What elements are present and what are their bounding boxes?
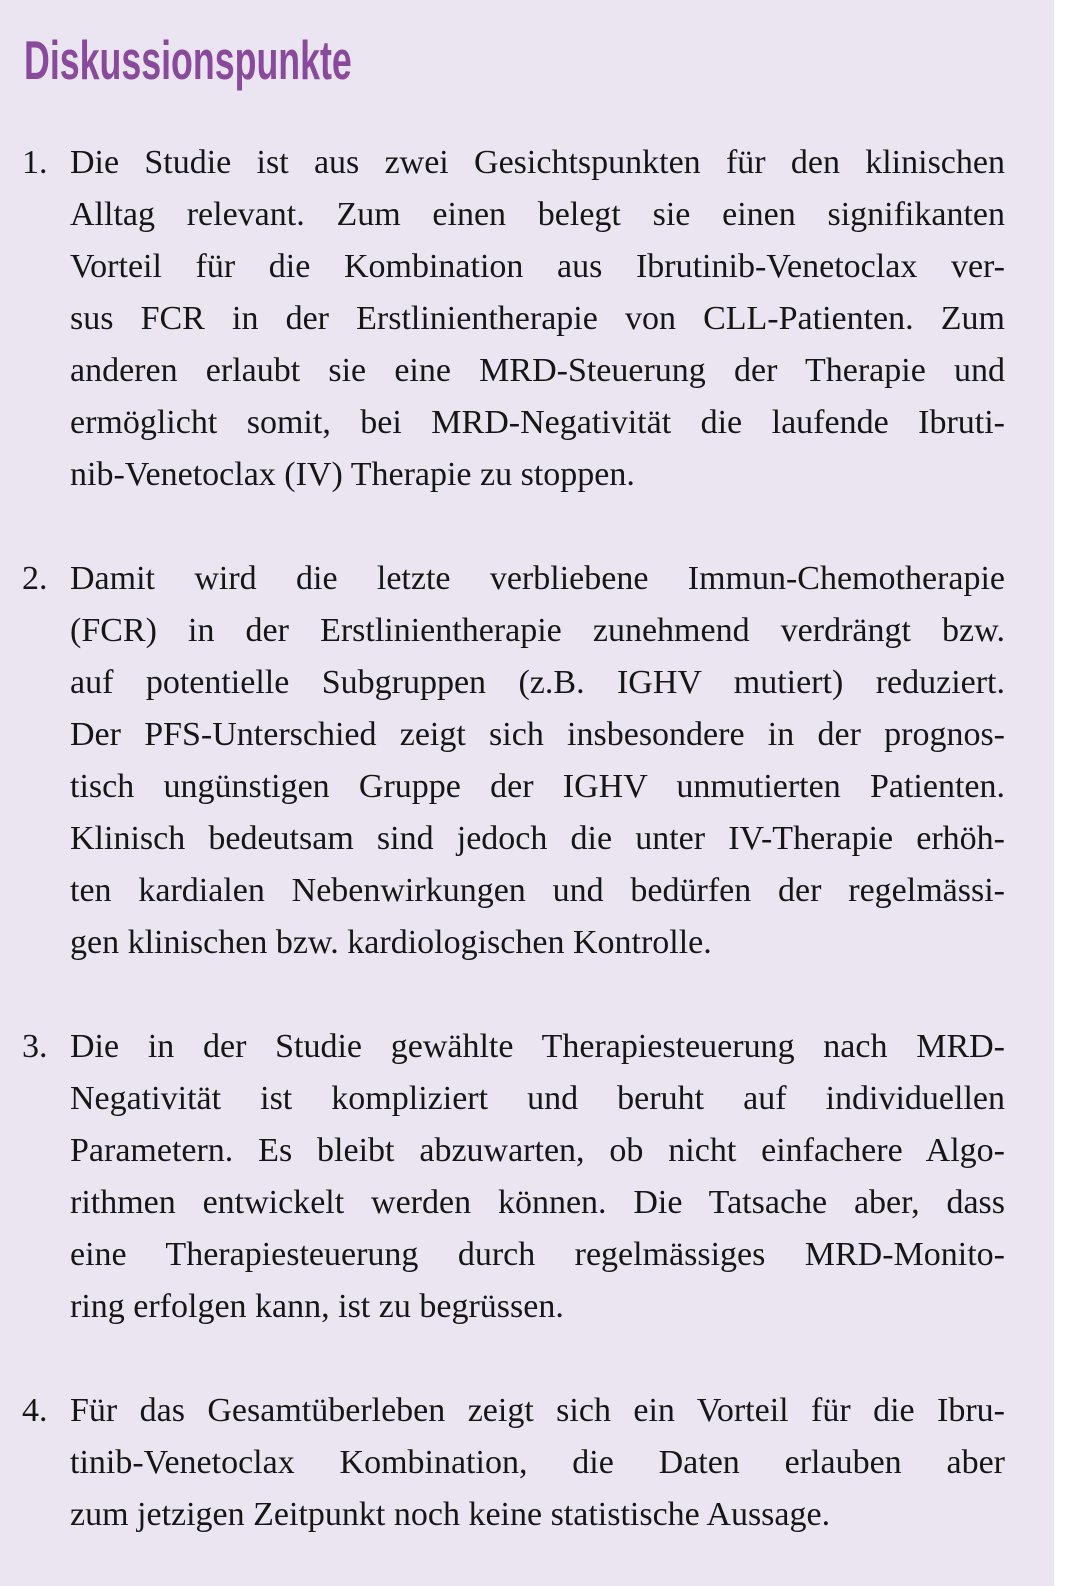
text-line: Klinisch bedeutsam sind jedoch die unter IV-Therapie erhöh- xyxy=(70,819,1005,857)
text-line: Damit wird die letzte verbliebene Immun-Chemotherapie xyxy=(70,559,1005,597)
text-line: eine Therapiesteuerung durch regelmässiges MRD-Monito- xyxy=(70,1235,1005,1273)
text-line: (FCR) in der Erstlinientherapie zunehmend verdrängt bzw. xyxy=(70,611,1005,649)
text-line: ring erfolgen kann, ist zu begrüssen. xyxy=(70,1287,564,1325)
text-line: nib-Venetoclax (IV) Therapie zu stoppen. xyxy=(70,455,635,493)
text-line: gen klinischen bzw. kardiologischen Kontrolle. xyxy=(70,923,712,961)
text-line: zum jetzigen Zeitpunkt noch keine statistische Aussage. xyxy=(70,1495,831,1533)
text-line: Alltag relevant. Zum einen belegt sie einen signifikanten xyxy=(70,195,1005,233)
text-line: Die in der Studie gewählte Therapiesteuerung nach MRD- xyxy=(70,1027,1005,1065)
text-line: tisch ungünstigen Gruppe der IGHV unmutierten Patienten. xyxy=(70,767,1005,805)
text-line: auf potentielle Subgruppen (z.B. IGHV mutiert) reduziert. xyxy=(70,663,1005,701)
list-item xyxy=(22,1385,1005,1541)
list-item-text xyxy=(70,137,1005,501)
list-item-number: 1. xyxy=(22,143,48,181)
list-item-text xyxy=(70,1021,1005,1333)
text-line: rithmen entwickelt werden können. Die Tatsache aber, dass xyxy=(70,1183,1005,1221)
list-item-number: 4. xyxy=(22,1391,48,1429)
list-item-text xyxy=(70,553,1005,969)
text-line: Vorteil für die Kombination aus Ibrutinib-Venetoclax ver- xyxy=(70,247,1005,285)
text-line: Negativität ist kompliziert und beruht auf individuellen xyxy=(70,1079,1005,1117)
text-line: ten kardialen Nebenwirkungen und bedürfen der regelmässi- xyxy=(70,871,1005,909)
text-line: Der PFS-Unterschied zeigt sich insbesondere in der prognos- xyxy=(70,715,1005,753)
text-line: Die Studie ist aus zwei Gesichtspunkten für den klinischen xyxy=(70,143,1005,181)
list-item-number: 3. xyxy=(22,1027,48,1065)
discussion-points-list xyxy=(0,137,1005,1541)
text-line: Parametern. Es bleibt abzuwarten, ob nicht einfachere Algo- xyxy=(70,1131,1005,1169)
text-line: Für das Gesamtüberleben zeigt sich ein Vorteil für die Ibru- xyxy=(70,1391,1005,1429)
page-right-margin xyxy=(1054,0,1068,1586)
text-line: tinib-Venetoclax Kombination, die Daten erlauben aber xyxy=(70,1443,1005,1481)
list-item-text xyxy=(70,1385,1005,1541)
list-item xyxy=(22,137,1005,501)
page-title: Diskussionspunkte xyxy=(24,29,352,91)
text-line: ermöglicht somit, bei MRD-Negativität die laufende Ibruti- xyxy=(70,403,1005,441)
text-line: sus FCR in der Erstlinientherapie von CLL-Patienten. Zum xyxy=(70,299,1005,337)
list-item-number: 2. xyxy=(22,559,48,597)
text-line: anderen erlaubt sie eine MRD-Steuerung der Therapie und xyxy=(70,351,1005,389)
list-item xyxy=(22,553,1005,969)
list-item xyxy=(22,1021,1005,1333)
